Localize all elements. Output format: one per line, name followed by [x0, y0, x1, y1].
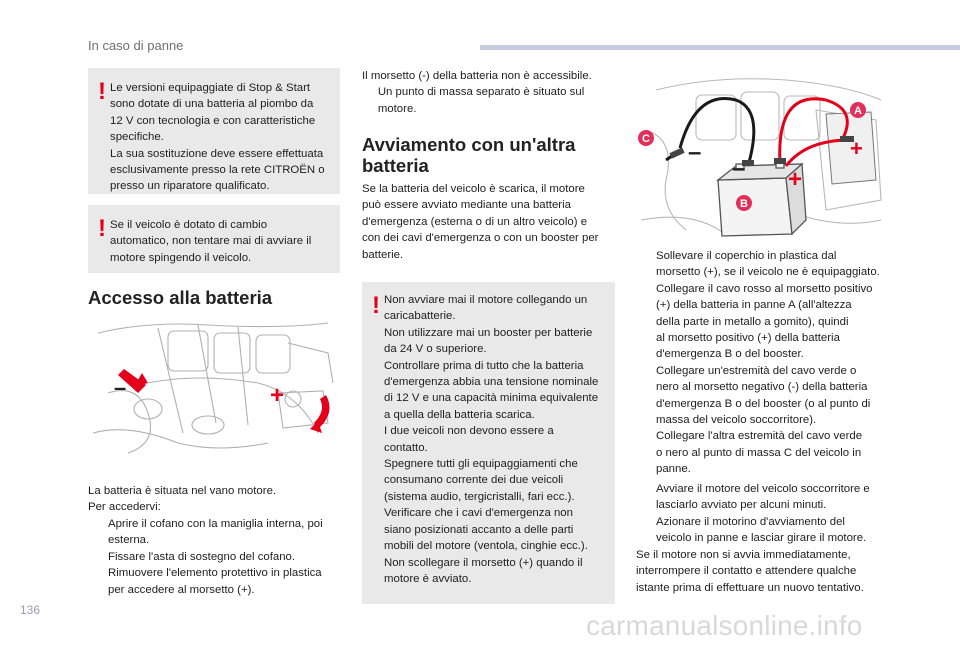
label-a: A: [854, 105, 862, 117]
minus-sign: –: [114, 375, 127, 400]
watermark: carmanualsonline.info: [586, 610, 863, 641]
list-item: Collegare il cavo rosso al morsetto positivo (+) della batteria in panne A (all'altezza della parte in metallo a gomito), quindi al morsetto positivo (+) della batteria d'emergenza B o del booster.: [656, 282, 873, 361]
header-bar: [480, 45, 960, 50]
running-header: In caso di panne: [88, 38, 184, 53]
warning-box-jump-start: [362, 282, 615, 604]
warning-text: Se il veicolo è dotato di cambio automatico, non tentare mai di avviare il motore spingendo il veicolo.: [110, 219, 312, 264]
warning-text: Le versioni equipaggiate di Stop & Start sono dotate di una batteria al piombo da 12 V con tecnologia e con caratteristiche specifiche. La sua sostituzione deve essere effettuata esclusivamente presso la rete CITROËN o presso un riparatore qualificato.: [110, 82, 325, 193]
engine-bay-illustration: [88, 313, 340, 465]
plus-sign: +: [788, 166, 803, 193]
list-item: Aprire il cofano con la maniglia interna, poi esterna.: [108, 518, 323, 547]
minus-sign: –: [688, 139, 702, 166]
plus-sign: +: [850, 136, 863, 161]
warning-box-automatic: [88, 205, 340, 273]
list-item: Collegare un'estremità del cavo verde o nero al morsetto negativo (-) della batteria d'emergenza B o del booster (o al punto di massa del veicolo soccorritore).: [656, 364, 871, 427]
jump-cable-illustration: [636, 70, 888, 242]
warning-icon: !: [98, 215, 106, 242]
plus-sign: +: [270, 382, 285, 409]
jump-start-intro: Se la batteria del veicolo è scarica, il motore può essere avviato mediante una batteria d'emergenza (esterna o di un altro veicolo) e con dei cavi d'emergenza o con un booster per batterie.: [362, 183, 599, 261]
label-b: B: [740, 198, 748, 210]
negative-terminal-note: Il morsetto (-) della batteria non è accessibile. Un punto di massa separato è situato sul motore.: [362, 70, 592, 115]
list-item: Rimuovere l'elemento protettivo in plastica per accedere al morsetto (+).: [108, 567, 322, 596]
warning-icon: !: [98, 78, 106, 105]
battery-location-intro: La batteria è situata nel vano motore. Per accedervi:: [88, 485, 277, 514]
warning-text: Non avviare mai il motore collegando un caricabatterie. Non utilizzare mai un booster per batterie da 24 V o superiore. Controllare prima di tutto che la batteria d'emergenza abbia una tensione nominale di 12 V e una capacità minima equivalente a quella della batteria scarica. I due veicoli non devono essere a contatto. Spegnere tutti gli equipaggiamenti che consumano corrente dei due veicoli (sistema audio, tergicristalli, fari ecc.). Verificare che i cavi d'emergenza non siano posizionati accanto a delle parti mobili del motore (ventola, cinghie ecc.). Non scollegare il morsetto (+) quando il motore è avviato.: [384, 294, 599, 585]
warning-icon: !: [372, 292, 380, 319]
minus-sign: –: [732, 155, 746, 182]
access-steps-list: [88, 516, 348, 598]
label-c: C: [642, 133, 650, 145]
list-item: Avviare il motore del veicolo soccorritore e lasciarlo avviato per alcuni minuti.: [656, 483, 870, 512]
list-item: Sollevare il coperchio in plastica dal morsetto (+), se il veicolo ne è equipaggiato.: [656, 250, 880, 279]
list-item: Collegare l'altra estremità del cavo verde o nero al punto di massa C del veicolo in panne.: [656, 430, 863, 476]
start-steps-list: [636, 481, 896, 547]
list-item: Azionare il motorino d'avviamento del veicolo in panne e lasciar girare il motore.: [656, 515, 867, 545]
section-title-battery-access: Accesso alla batteria: [88, 287, 273, 308]
connection-steps-list: [636, 248, 896, 478]
list-item: Fissare l'asta di sostegno del cofano.: [108, 550, 296, 563]
warning-box-stop-start: [88, 68, 340, 194]
retry-note: Se il motore non si avvia immediatamente, interrompere il contatto e attendere qualche istante prima di effettuare un nuovo tentativo.: [636, 549, 864, 594]
page-number: 136: [20, 603, 41, 617]
section-title-jump-start: Avviamento con un'altra batteria: [362, 134, 576, 176]
